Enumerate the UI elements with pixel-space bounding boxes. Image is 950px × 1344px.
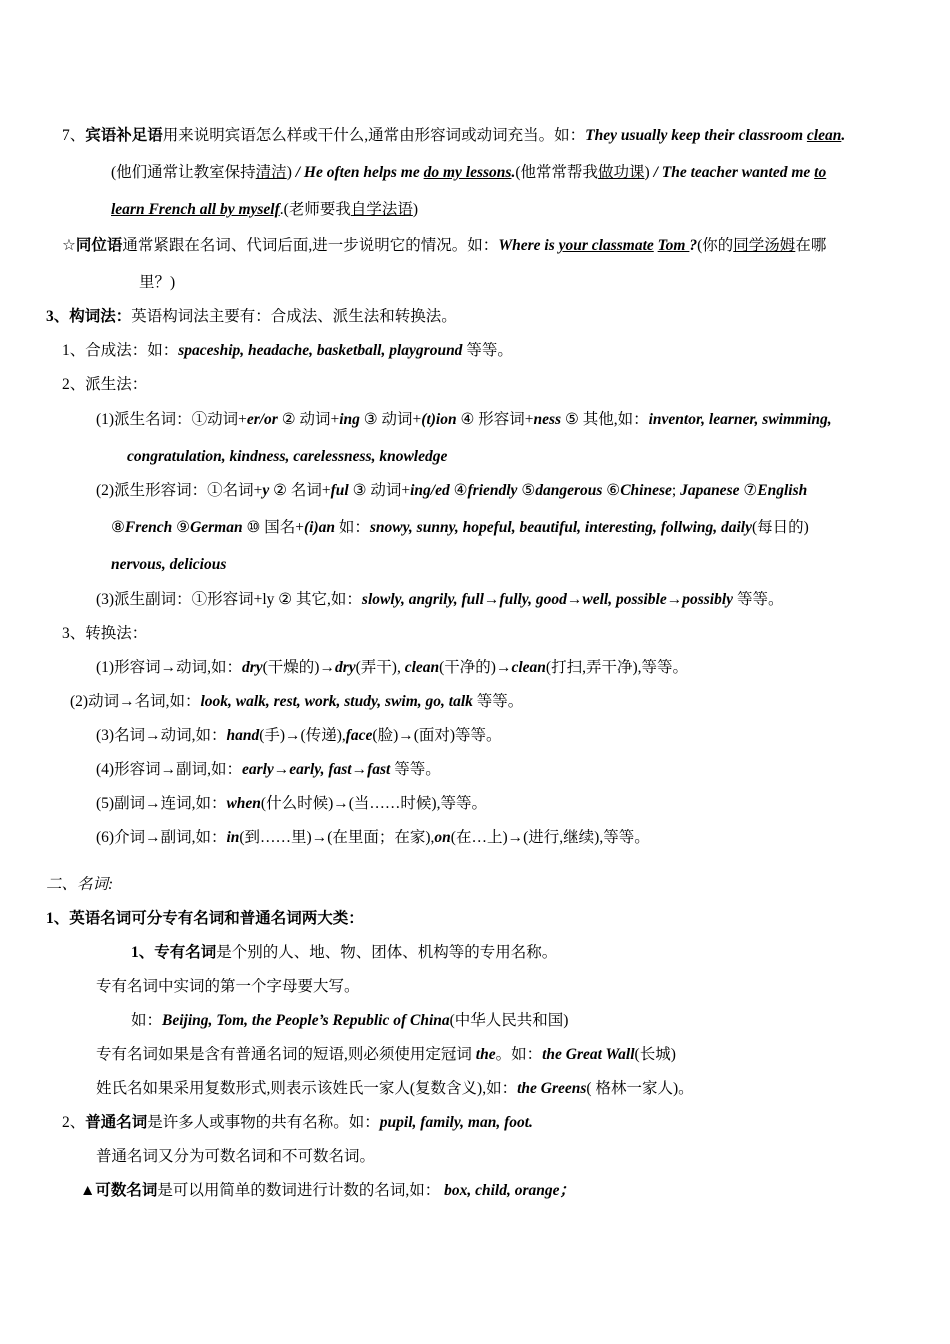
punctuation: . xyxy=(511,164,516,181)
example-highlight: your classmate xyxy=(558,237,654,254)
translation-text: ) xyxy=(286,164,296,181)
sub-heading: 1、合成法：如： xyxy=(62,342,179,359)
rule-text: 如： xyxy=(131,1012,163,1029)
rule-text: (2)动词→名词,如： xyxy=(70,693,201,710)
example-words: nervous, delicious xyxy=(111,556,227,573)
translation-text: (干净的)→ xyxy=(439,659,512,676)
noun-types-heading xyxy=(46,909,364,929)
translation-text: (他们通常让教室保持 xyxy=(111,164,256,181)
example-highlight: Tom xyxy=(657,237,690,254)
example-words: congratulation, kindness, carelessness, knowledge xyxy=(127,448,448,465)
section-heading: 3、构词法： xyxy=(46,308,132,325)
sub-heading: 2、派生法： xyxy=(62,376,148,393)
example-words: pupil, family, man, foot. xyxy=(379,1114,533,1131)
example-word: clean xyxy=(511,659,546,676)
example-words: early→early, fast→fast xyxy=(241,761,391,778)
term-countable-noun: 可数名词 xyxy=(95,1182,158,1199)
conversion-noun-to-verb xyxy=(96,726,502,746)
example-word: dry xyxy=(334,659,356,676)
suffix: (t)ion xyxy=(421,411,457,428)
example-words: box, child, orange； xyxy=(444,1182,576,1199)
example-highlight: do my lessons xyxy=(423,164,512,181)
example-word: dangerous xyxy=(535,482,603,499)
rule-text: ③ 动词+ xyxy=(359,411,422,428)
conversion-verb-to-noun xyxy=(70,692,523,712)
example-word: German xyxy=(190,519,243,536)
trailing-text: 等等。 xyxy=(472,693,524,710)
derived-adjectives-line-3 xyxy=(111,555,226,575)
translation-text: (他常常帮我 xyxy=(515,164,598,181)
derived-nouns-line-1 xyxy=(96,410,832,430)
example-word: when xyxy=(226,795,261,812)
rule-text: ③ 动词+ xyxy=(348,482,411,499)
suffix: ing/ed xyxy=(410,482,450,499)
appositive-line-2 xyxy=(139,273,175,293)
example-word: French xyxy=(124,519,173,536)
rule-text: ④ 形容词+ xyxy=(456,411,534,428)
derived-adverbs-line xyxy=(96,590,783,610)
translation-text: 在哪 xyxy=(795,237,827,254)
translation-text: .(老师要我 xyxy=(279,201,351,218)
definition-text: 通常紧跟在名词、代词后面,进一步说明它的情况。如： xyxy=(122,237,499,254)
star-bullet: ☆ xyxy=(62,237,76,254)
section-intro: 英语构词法主要有：合成法、派生法和转换法。 xyxy=(131,308,457,325)
example-highlight: to xyxy=(814,164,827,181)
example-sentence: / The teacher wanted me xyxy=(653,164,815,181)
derivation-heading xyxy=(62,375,147,395)
translation-text: (脸)→(面对)等等。 xyxy=(372,727,502,744)
rule-text: ② 名词+ xyxy=(269,482,331,499)
translation-text: (到……里)→(在里面；在家), xyxy=(239,829,435,846)
conversion-adj-to-verb xyxy=(96,658,688,678)
trailing-text: 等等。 xyxy=(733,591,784,608)
example-word: friendly xyxy=(467,482,518,499)
conversion-adj-to-adv xyxy=(96,760,441,780)
example-word: hand xyxy=(226,727,260,744)
translation-text: (每日的) xyxy=(752,519,809,536)
rule-text: 姓氏名如果采用复数形式,则表示该姓氏一家人(复数含义),如： xyxy=(96,1080,518,1097)
rule-text: 专有名词中实词的第一个字母要大写。 xyxy=(96,978,360,995)
translation-text: (什么时候)→(当……时候),等等。 xyxy=(260,795,487,812)
term-common-noun: 普通名词 xyxy=(85,1114,148,1131)
rule-text: ⑨ xyxy=(172,519,191,536)
example-word: the xyxy=(475,1046,496,1063)
term-proper-noun: 1、专有名词 xyxy=(131,944,217,961)
example-word: Chinese xyxy=(620,482,672,499)
translation-text: (弄干), xyxy=(355,659,405,676)
rule-text: ⑦ xyxy=(739,482,758,499)
object-complement-line-1 xyxy=(62,126,845,146)
rule-text: ⑤ xyxy=(517,482,536,499)
punctuation: . xyxy=(841,127,846,144)
trailing-text: 等等。 xyxy=(462,342,513,359)
suffix: ness xyxy=(533,411,562,428)
rule-text: (4)形容词→副词,如： xyxy=(96,761,242,778)
definition-text: 是可以用简单的数词进行计数的名词,如： xyxy=(157,1182,445,1199)
definition-text: 是个别的人、地、物、团体、机构等的专用名称。 xyxy=(216,944,558,961)
rule-text: ⑧ xyxy=(111,519,125,536)
example-words: inventor, learner, swimming, xyxy=(648,411,832,428)
translation-text: ) xyxy=(644,164,654,181)
translation-text: (你的 xyxy=(697,237,734,254)
object-complement-line-2 xyxy=(111,163,826,183)
rule-text: ⑤ 其他,如： xyxy=(561,411,649,428)
suffix: ing xyxy=(339,411,360,428)
proper-noun-article-rule xyxy=(96,1045,676,1065)
rule-text: (1)形容词→动词,如： xyxy=(96,659,242,676)
word-formation-heading xyxy=(46,307,457,327)
example-words: the Great Wall xyxy=(542,1046,635,1063)
translation-text: ) xyxy=(412,201,419,218)
derived-adjectives-line-1 xyxy=(96,481,807,501)
translation-text: 里？) xyxy=(139,274,176,291)
rule-text: ④ xyxy=(449,482,468,499)
proper-noun-definition xyxy=(131,943,557,963)
rule-text: ② 动词+ xyxy=(277,411,340,428)
compounding-line xyxy=(62,341,513,361)
punctuation: ; xyxy=(671,482,681,499)
conversion-heading xyxy=(62,624,147,644)
derived-nouns-line-2 xyxy=(127,447,447,467)
translation-text: (干燥的)→ xyxy=(262,659,335,676)
rule-text: (5)副词→连词,如： xyxy=(96,795,227,812)
translation-text: (中华人民共和国) xyxy=(449,1012,569,1029)
rule-text: ⑥ xyxy=(602,482,621,499)
suffix: (i)an xyxy=(304,519,335,536)
translation-highlight: 清洁 xyxy=(255,164,287,181)
suffix: er/or xyxy=(246,411,278,428)
example-word: face xyxy=(345,727,373,744)
example-word: on xyxy=(434,829,451,846)
punctuation: ? xyxy=(689,237,698,254)
object-complement-line-3 xyxy=(111,200,418,220)
section-heading: 1、英语名词可分专有名词和普通名词两大类： xyxy=(46,910,364,927)
rule-text: (6)介词→副词,如： xyxy=(96,829,227,846)
conversion-prep-to-adv xyxy=(96,828,650,848)
translation-highlight: 自学法语 xyxy=(350,201,413,218)
conversion-adv-to-conj xyxy=(96,794,487,814)
appositive-line-1 xyxy=(62,236,826,256)
common-noun-types xyxy=(96,1147,375,1167)
example-sentence: / He often helps me xyxy=(295,164,424,181)
trailing-text: 等等。 xyxy=(390,761,441,778)
rule-text: 普通名词又分为可数名词和不可数名词。 xyxy=(96,1148,376,1165)
example-word: clean xyxy=(404,659,440,676)
rule-text: (3)名词→动词,如： xyxy=(96,727,227,744)
example-sentence: Where is xyxy=(498,237,559,254)
countable-noun-definition xyxy=(80,1181,575,1201)
example-words: Beijing, Tom, the People’s Republic of China xyxy=(162,1012,450,1029)
example-word: Japanese xyxy=(680,482,740,499)
common-noun-definition xyxy=(62,1113,533,1133)
surname-plural-rule xyxy=(96,1079,694,1099)
example-word: in xyxy=(226,829,240,846)
example-sentence: They usually keep their classroom xyxy=(585,127,807,144)
derived-adjectives-line-2 xyxy=(111,518,809,538)
translation-highlight: 做功课 xyxy=(598,164,645,181)
translation-text: ( 格林一家人)。 xyxy=(586,1080,694,1097)
triangle-bullet: ▲ xyxy=(80,1182,96,1199)
example-highlight: clean xyxy=(806,127,842,144)
item-number: 2、 xyxy=(62,1114,86,1131)
suffix: ful xyxy=(330,482,349,499)
term-object-complement: 宾语补足语 xyxy=(85,127,163,144)
translation-highlight: 同学汤姆 xyxy=(733,237,796,254)
example-words: spaceship, headache, basketball, playground xyxy=(178,342,463,359)
proper-noun-examples xyxy=(131,1011,568,1031)
nouns-chapter-heading xyxy=(46,875,113,895)
example-highlight: learn French all by myself xyxy=(111,201,280,218)
chapter-title: 二、名词: xyxy=(46,876,114,893)
term-appositive: 同位语 xyxy=(75,237,123,254)
rule-text: 如： xyxy=(335,519,370,536)
example-words: slowly, angrily, full→fully, good→well, possible→possibly xyxy=(361,591,734,608)
translation-text: (长城) xyxy=(634,1046,676,1063)
rule-text: ⑩ 国名+ xyxy=(242,519,304,536)
translation-text: (打扫,弄干净),等等。 xyxy=(545,659,688,676)
item-number: 7、 xyxy=(62,127,86,144)
rule-text: (2)派生形容词：①名词+ xyxy=(96,482,263,499)
suffix: y xyxy=(262,482,270,499)
proper-noun-capitalization xyxy=(96,977,360,997)
translation-text: (手)→(传递), xyxy=(259,727,346,744)
definition-text: 是许多人或事物的共有名称。如： xyxy=(147,1114,380,1131)
rule-text: 。如： xyxy=(495,1046,543,1063)
example-words: snowy, sunny, hopeful, beautiful, interesting, follwing, daily xyxy=(369,519,752,536)
example-word: English xyxy=(757,482,808,499)
rule-text: (3)派生副词：①形容词+ly ② 其它,如： xyxy=(96,591,362,608)
rule-text: 专有名词如果是含有普通名词的短语,则必须使用定冠词 xyxy=(96,1046,476,1063)
example-words: look, walk, rest, work, study, swim, go, talk xyxy=(200,693,473,710)
definition-text: 用来说明宾语怎么样或干什么,通常由形容词或动词充当。如： xyxy=(162,127,586,144)
sub-heading: 3、转换法： xyxy=(62,625,148,642)
example-word: dry xyxy=(241,659,263,676)
example-words: the Greens xyxy=(517,1080,587,1097)
rule-text: (1)派生名词：①动词+ xyxy=(96,411,247,428)
translation-text: (在…上)→(进行,继续),等等。 xyxy=(450,829,650,846)
